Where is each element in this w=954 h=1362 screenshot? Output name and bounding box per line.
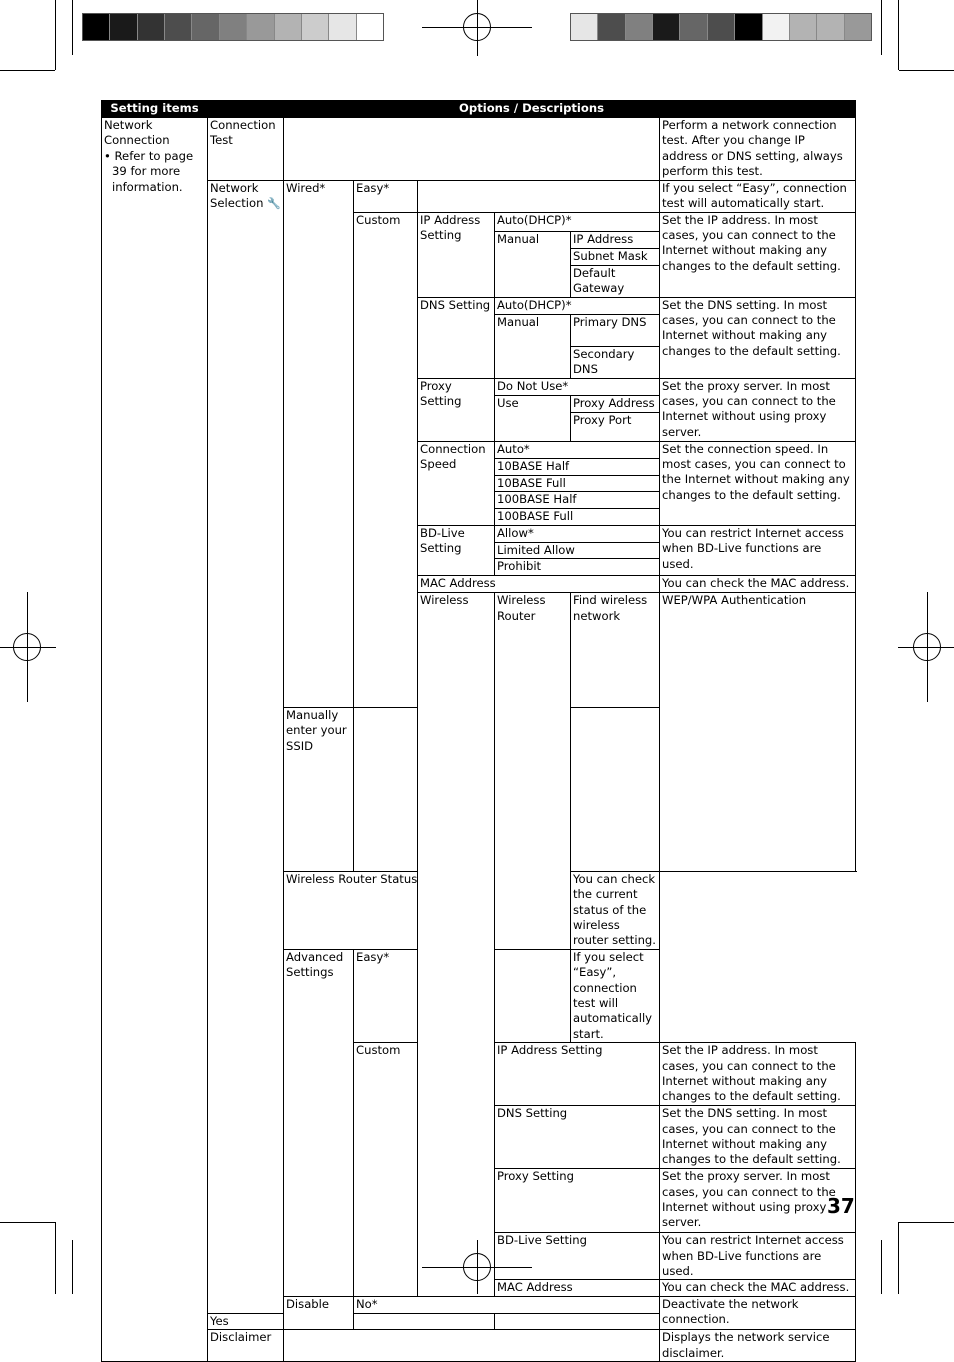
wired-mac-desc: You can check the MAC address.	[660, 576, 856, 593]
wired-connection-speed: Connection Speed	[418, 441, 495, 525]
color-swatch	[302, 14, 329, 40]
wireless-mac-address: MAC Address	[495, 1280, 660, 1296]
wired-proxy-desc: Set the proxy server. In most cases, you can connect to the Internet without using proxy server.	[660, 378, 856, 441]
wired-bdlive-setting: BD-Live Setting	[418, 526, 495, 576]
disclaimer-label: Disclaimer	[208, 1330, 284, 1362]
header-setting-items: Setting items	[102, 101, 208, 118]
crop-mark	[0, 70, 55, 71]
crop-mark	[898, 1222, 899, 1294]
color-swatch	[735, 14, 762, 40]
network-connection-title: Network Connection	[104, 118, 170, 148]
speed-option: Auto*	[495, 441, 660, 458]
network-selection-cell	[208, 180, 284, 1313]
color-swatch	[571, 14, 598, 40]
note-line: 39 for more	[112, 164, 181, 179]
network-settings-table	[101, 100, 856, 1362]
crop-mark	[72, 0, 73, 55]
wireless-ip-desc: Set the IP address. In most cases, you can connect to the Internet without making any changes to the default setting.	[660, 1043, 856, 1106]
network-selection-label: Network Selection	[210, 180, 264, 211]
wrench-icon: 🔧	[267, 197, 281, 211]
wireless-proxy-desc: Set the proxy server. In most cases, you can connect to the Internet without using proxy server.	[660, 1169, 856, 1233]
speed-option: 100BASE Full	[495, 509, 660, 526]
note-line: information.	[112, 179, 183, 194]
disclaimer-desc: Displays the network service disclaimer.	[660, 1330, 856, 1362]
crop-mark	[55, 1222, 56, 1294]
color-swatch	[138, 14, 165, 40]
color-swatch	[598, 14, 625, 40]
bdlive-option: Allow*	[495, 526, 660, 543]
color-swatch	[708, 14, 735, 40]
wired-dns-manual: Manual	[495, 314, 571, 378]
manual-ssid: Manually enter your SSID	[284, 707, 354, 871]
wired-proxy-address: Proxy Address	[571, 395, 660, 412]
empty-cell	[418, 180, 660, 212]
empty-cell	[284, 118, 660, 181]
wired-custom: Custom	[354, 212, 418, 707]
wireless-easy-desc: If you select “Easy”, connection test will automatically start.	[571, 949, 660, 1042]
wired-secondary-dns: Secondary DNS	[571, 346, 660, 378]
wireless-router-status: Wireless Router Status	[284, 871, 495, 949]
color-calibration-bar-left	[82, 13, 384, 41]
wireless-bdlive-desc: You can restrict Internet access when BD-Live functions are used.	[660, 1233, 856, 1280]
wired-easy-desc: If you select “Easy”, connection test will automatically start.	[660, 180, 856, 212]
wired-speed-desc: Set the connection speed. In most cases, you can connect to the Internet without making any changes to the default setting.	[660, 441, 856, 525]
wired-ip-auto: Auto(DHCP)*	[495, 212, 660, 231]
wep-wpa-auth: WEP/WPA Authentication	[660, 593, 856, 871]
connection-test-desc: Perform a network connection test. After you change IP address or DNS setting, always perform this test.	[660, 118, 856, 181]
empty-cell	[284, 1330, 660, 1362]
wired-ip-manual: Manual	[495, 231, 571, 297]
wireless-router: Wireless Router	[495, 593, 571, 949]
wireless-bdlive-setting: BD-Live Setting	[495, 1233, 660, 1280]
router-status-desc: You can check the current status of the wireless router setting.	[571, 871, 660, 949]
color-swatch	[626, 14, 653, 40]
wireless-proxy-setting: Proxy Setting	[495, 1169, 660, 1233]
color-swatch	[680, 14, 707, 40]
crop-mark	[899, 1222, 954, 1223]
bdlive-option: Limited Allow	[495, 543, 660, 559]
wired-ip-address: IP Address	[571, 231, 660, 248]
wired-bdlive-desc: You can restrict Internet access when BD-Live functions are used.	[660, 526, 856, 576]
wired-easy: Easy*	[354, 180, 418, 212]
color-swatch	[83, 14, 110, 40]
crop-mark	[0, 1222, 55, 1223]
wired-dns-desc: Set the DNS setting. In most cases, you can connect to the Internet without making any changes to the default setting.	[660, 297, 856, 378]
bdlive-option: Prohibit	[495, 559, 660, 576]
crop-mark	[881, 0, 882, 55]
disable-yes: Yes	[208, 1313, 495, 1329]
color-calibration-bar-right	[570, 13, 872, 41]
color-swatch	[817, 14, 844, 40]
registration-mark-top	[422, 0, 532, 56]
wired-default-gateway: Default Gateway	[571, 265, 660, 297]
wired-dns-setting: DNS Setting	[418, 297, 495, 378]
color-swatch	[329, 14, 356, 40]
crop-mark	[899, 70, 954, 71]
header-options: Options / Descriptions	[208, 101, 856, 118]
registration-mark-right	[898, 592, 954, 702]
connection-test-label: Connection Test	[208, 118, 284, 181]
note-line: • Refer to page	[104, 148, 194, 163]
color-swatch	[790, 14, 817, 40]
wireless-dns-setting: DNS Setting	[495, 1106, 660, 1169]
speed-option: 10BASE Full	[495, 475, 660, 491]
wired-ip-setting: IP Address Setting	[418, 212, 495, 297]
wired-dns-auto: Auto(DHCP)*	[495, 297, 660, 314]
color-swatch	[220, 14, 247, 40]
find-wireless-network: Find wireless network	[571, 593, 660, 707]
wireless-label: Wireless	[418, 593, 495, 1296]
disable-no: No*	[354, 1296, 660, 1313]
color-swatch	[763, 14, 790, 40]
color-swatch	[165, 14, 192, 40]
page-number: 37	[827, 1194, 855, 1218]
crop-mark	[72, 1240, 73, 1294]
wireless-dns-desc: Set the DNS setting. In most cases, you can connect to the Internet without making any changes to the default setting.	[660, 1106, 856, 1169]
crop-mark	[881, 1240, 882, 1294]
network-connection-cell	[102, 118, 208, 1362]
color-swatch	[247, 14, 274, 40]
crop-mark	[55, 0, 56, 70]
wired-do-not-use: Do Not Use*	[495, 378, 660, 395]
wired-mac-address: MAC Address	[418, 576, 660, 593]
crop-mark	[898, 0, 899, 70]
color-swatch	[110, 14, 137, 40]
wireless-advanced: Advanced Settings	[284, 949, 354, 1296]
color-swatch	[845, 14, 871, 40]
color-swatch	[192, 14, 219, 40]
color-swatch	[357, 14, 383, 40]
wired-proxy-setting: Proxy Setting	[418, 378, 495, 441]
wireless-ip-setting: IP Address Setting	[495, 1043, 660, 1106]
color-swatch	[275, 14, 302, 40]
wired-proxy-use: Use	[495, 395, 571, 441]
disable-desc: Deactivate the network connection.	[660, 1296, 856, 1329]
wired-subnet-mask: Subnet Mask	[571, 248, 660, 265]
speed-option: 100BASE Half	[495, 492, 660, 509]
wired-proxy-port: Proxy Port	[571, 412, 660, 441]
wired-label: Wired*	[284, 180, 354, 707]
wired-primary-dns: Primary DNS	[571, 314, 660, 346]
wired-ip-desc: Set the IP address. In most cases, you can connect to the Internet without making any changes to the default setting.	[660, 212, 856, 297]
registration-mark-left	[0, 592, 56, 702]
disable-label: Disable	[284, 1296, 354, 1329]
color-swatch	[653, 14, 680, 40]
wireless-custom: Custom	[354, 1043, 418, 1297]
wireless-mac-desc: You can check the MAC address.	[660, 1280, 856, 1296]
wireless-easy: Easy*	[354, 949, 571, 1042]
speed-option: 10BASE Half	[495, 458, 660, 475]
